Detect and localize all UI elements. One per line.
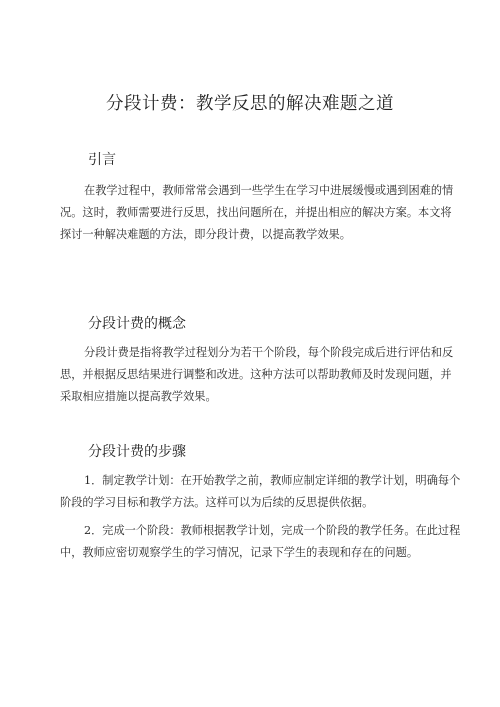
section-heading-introduction: 引言	[88, 152, 116, 168]
step-paragraph-1: 1．制定教学计划：在开始教学之前，教师应制定详细的教学计划，明确每个阶段的学习目标和教学方法。这样可以为后续的反思提供依据。	[60, 474, 461, 509]
document-title: 分段计费：教学反思的解决难题之道	[106, 94, 394, 114]
section-heading-concept: 分段计费的概念	[88, 316, 186, 332]
section-paragraph: 分段计费是指将教学过程划分为若干个阶段，每个阶段完成后进行评估和反思，并根据反思结果进行调整和改进。这种方法可以帮助教师及时发现问题，并采取相应措施以提高教学效果。	[60, 346, 454, 403]
section-paragraph: 在教学过程中，教师常常会遇到一些学生在学习中进展缓慢或遇到困难的情况。这时，教师需要进行反思，找出问题所在，并提出相应的解决方案。本文将探讨一种解决难题的方法，即分段计费，以提高教学效果。	[60, 184, 454, 241]
step-paragraph-2: 2．完成一个阶段：教师根据教学计划，完成一个阶段的教学任务。在此过程中，教师应密切观察学生的学习情况，记录下学生的表现和存在的问题。	[60, 524, 461, 559]
section-heading-steps: 分段计费的步骤	[88, 444, 186, 460]
